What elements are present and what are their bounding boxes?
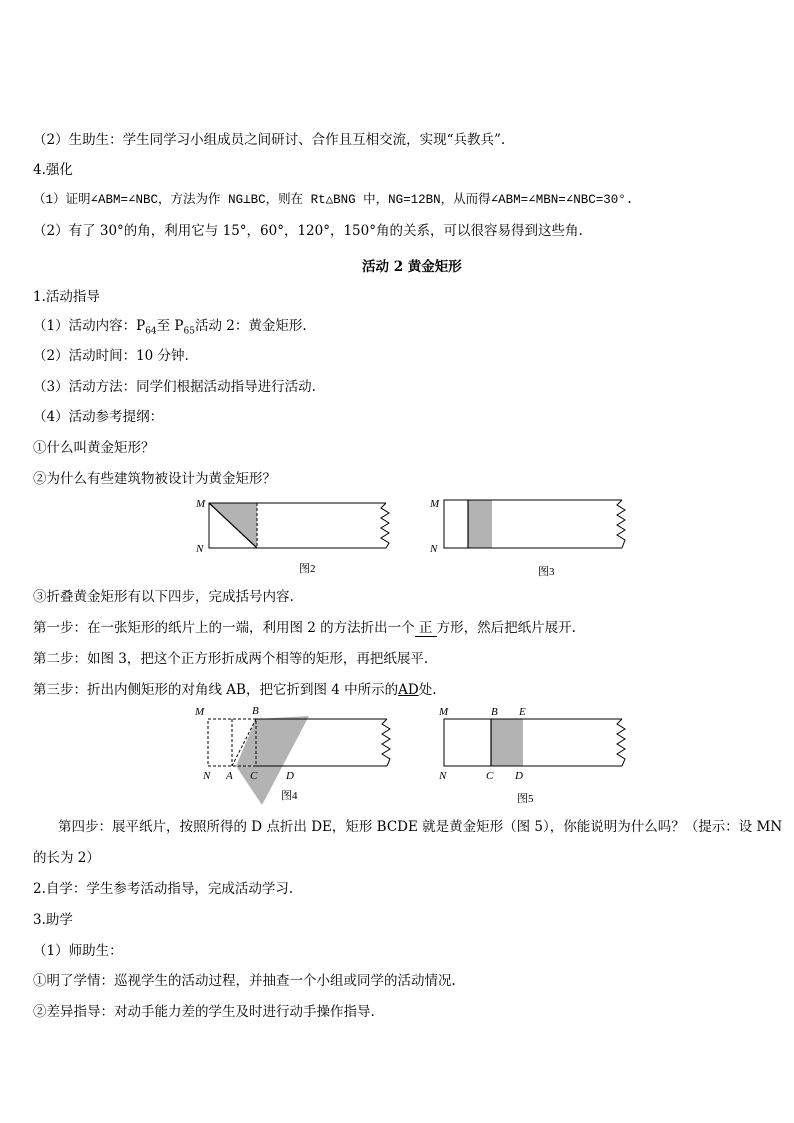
fig5-golden-rect-shaded (491, 719, 523, 766)
fig4-label-C: C (250, 770, 258, 782)
fig5-rect-outline (444, 719, 622, 766)
question-1: ①什么叫黄金矩形？ (33, 440, 155, 456)
page-sub-1: 64 (145, 326, 157, 337)
fig4-label-B: B (252, 705, 259, 717)
fig5-label-D: D (515, 770, 523, 782)
activity-outline: （4）活动参考提纲： (33, 409, 164, 425)
step-2: 第二步：如图 3，把这个正方形折成两个相等的矩形，再把纸展平. (33, 651, 429, 667)
figure-4 (194, 705, 390, 805)
fig5-label-E: E (519, 706, 526, 718)
activity-time: （2）活动时间：10 分钟. (33, 348, 189, 364)
fig3-caption: 图3 (538, 566, 555, 578)
fig5-label-C: C (486, 770, 494, 782)
fig4-zigzag-edge (382, 719, 390, 766)
assist-heading: 3.助学 (33, 912, 73, 928)
step-4-line-2: 的长为 2） (33, 850, 100, 866)
item-2-student-help: （2）生助生：学生同学习小组成员之间研讨、合作且互相交流，实现“兵教兵”. (33, 132, 506, 148)
fig3-label-M: M (430, 498, 440, 510)
heading-4-strengthen: 4.强化 (33, 162, 73, 178)
step-3-answer-AD: AD (398, 682, 419, 698)
activity-guidance-heading: 1.活动指导 (33, 289, 100, 305)
fig2-caption: 图2 (299, 563, 316, 575)
proof-paragraph: （1）证明∠ABM=∠NBC，方法为作 NG⊥BC，则在 Rt△BNG 中，NG=12BN，从而得∠ABM=∠MBN=∠NBC=30°. (33, 193, 634, 207)
activity-content-post: 活动 2：黄金矩形. (194, 318, 307, 334)
question-3: ③折叠黄金矩形有以下四步，完成括号内容. (33, 589, 294, 605)
activity-method: （3）活动方法：同学们根据活动指导进行活动. (33, 379, 316, 395)
fig5-label-B: B (491, 706, 498, 718)
fig5-label-N: N (439, 770, 447, 782)
fig2-label-M: M (196, 498, 206, 510)
figure-5 (438, 706, 625, 805)
step-3-pre: 第三步：折出内侧矩形的对角线 AB，把它折到图 4 中所示的 (33, 682, 399, 698)
fig5-caption: 图5 (517, 793, 534, 805)
fig3-label-N: N (430, 543, 438, 555)
fig2-label-N: N (196, 543, 204, 555)
fig5-zigzag-edge (617, 719, 625, 766)
step-3-post: 处. (418, 682, 437, 698)
understand-learning: ①明了学情：巡视学生的活动过程，并抽查一个小组或同学的活动情况. (33, 973, 456, 989)
fig4-label-N: N (203, 770, 211, 782)
step-4-line-1: 第四步：展平纸片，按照所得的 D 点折出 DE，矩形 BCDE 就是黄金矩形（图 5），你能说明为什么吗？（提示：设 MN (58, 819, 783, 835)
page-sub-2: 65 (183, 326, 195, 337)
self-study: 2.自学：学生参考活动指导，完成活动学习. (33, 881, 294, 897)
angle-relations-paragraph: （2）有了 30°的角，利用它与 15°，60°，120°，150°角的关系，可以很容易得到这些角. (33, 223, 583, 239)
fig4-label-A: A (226, 770, 233, 782)
activity-content-mid: 至 P (156, 318, 184, 334)
activity-content-pre: （1）活动内容：P (33, 318, 146, 334)
fig4-caption: 图4 (281, 790, 298, 802)
differentiated-guidance: ②差异指导：对动手能力差的学生及时进行动手操作指导. (33, 1004, 375, 1020)
question-2: ②为什么有些建筑物被设计为黄金矩形？ (33, 471, 276, 487)
step-1-post: 方形，然后把纸片展开. (436, 620, 576, 636)
fig4-label-M: M (195, 706, 205, 718)
activity-2-title: 活动 2 黄金矩形 (362, 259, 462, 275)
teacher-helps-student: （1）师助生： (33, 943, 123, 959)
fig5-label-M: M (439, 706, 449, 718)
fig4-label-D: D (286, 770, 294, 782)
fig4-folded-triangle (236, 716, 309, 805)
step-1-pre: 第一步：在一张矩形的纸片上的一端，利用图 2 的方法折出一个 (33, 620, 415, 636)
step-1-answer-blank: 正 (415, 621, 437, 637)
